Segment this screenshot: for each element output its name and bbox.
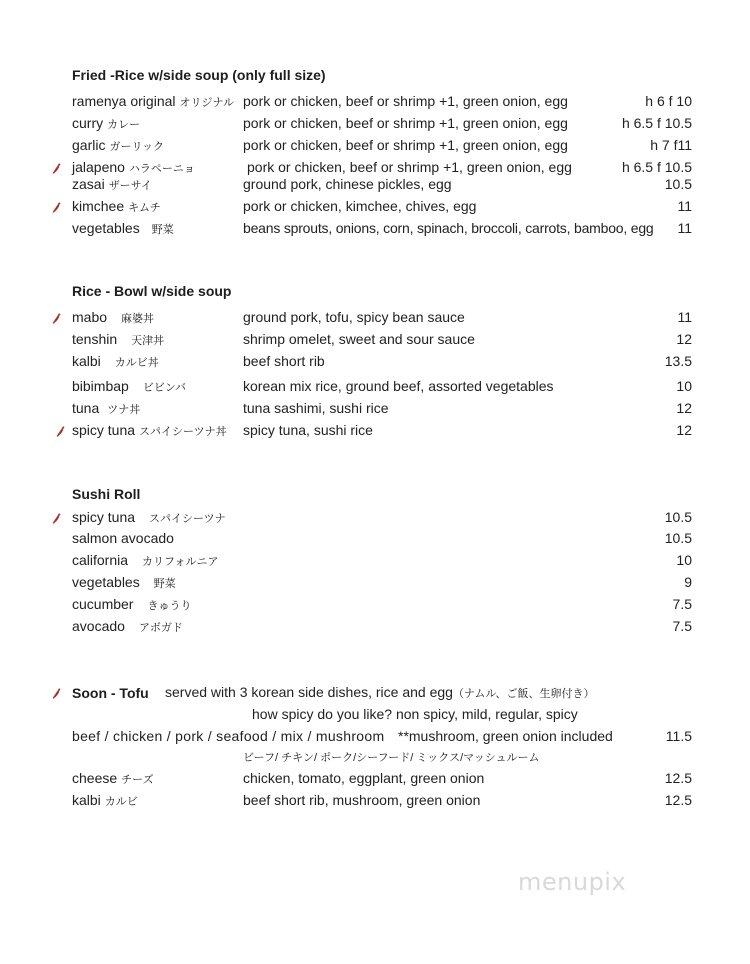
item-name-jp: ツナ丼 <box>107 404 141 416</box>
item-name-jp: カルビ丼 <box>114 357 159 369</box>
item-price: 10.5 <box>664 509 692 525</box>
menu-item <box>0 113 750 133</box>
menu-item <box>0 572 750 592</box>
item-description: chicken, tomato, eggplant, green onion <box>243 770 485 786</box>
menu-item <box>0 196 750 216</box>
item-description: ground pork, tofu, spicy bean sauce <box>243 309 465 325</box>
item-name: tuna <box>72 400 100 416</box>
item-name: cheese <box>72 770 118 786</box>
item-price: 7.5 <box>672 618 692 634</box>
item-name: salmon avocado <box>72 530 174 546</box>
item-price: 11.5 <box>665 728 692 744</box>
item-name: curry <box>72 115 104 131</box>
soon-tofu-served-note: served with 3 korean side dishes, rice and egg（ナムル、ご飯、生卵付き） <box>165 684 595 700</box>
menu-item <box>0 218 750 238</box>
item-price: 12 <box>676 331 692 347</box>
item-name-jp: カルビ <box>104 796 138 808</box>
menu-item <box>0 307 750 327</box>
menupix-watermark: menupix <box>518 868 627 896</box>
item-description: ground pork, chinese pickles, egg <box>243 176 452 192</box>
fried-rice-title: Fried -Rice w/side soup (only full size) <box>72 67 326 83</box>
item-price: 12 <box>676 400 692 416</box>
menu-item <box>0 351 750 371</box>
soon-tofu-title: Soon - Tofu <box>72 685 149 701</box>
item-price: 10.5 <box>664 530 692 546</box>
item-name-jp: スパイシーツナ <box>149 513 226 525</box>
menu-item <box>0 550 750 570</box>
item-price: 9 <box>684 574 692 590</box>
rice-bowl-title: Rice - Bowl w/side soup <box>72 283 232 299</box>
item-name: kalbi <box>72 353 101 369</box>
menu-item <box>0 135 750 155</box>
item-name-jp: ビビンバ <box>142 382 187 394</box>
menu-item <box>0 174 750 194</box>
menu-item <box>0 594 750 614</box>
item-name: avocado <box>72 618 125 634</box>
item-description: spicy tuna, sushi rice <box>243 422 373 438</box>
item-name-jp: 天津丼 <box>131 335 165 347</box>
item-description: pork or chicken, kimchee, chives, egg <box>243 198 477 214</box>
item-name: spicy tuna <box>72 509 136 525</box>
item-description: pork or chicken, beef or shrimp +1, green onion, egg <box>243 93 568 109</box>
item-name: bibimbap <box>72 378 129 394</box>
protein-options-jp: ビーフ/ チキン/ ポーク/シーフード/ ミックス/マッシュルーム <box>243 752 540 764</box>
item-name-jp: きゅうり <box>147 600 192 612</box>
item-price: 11 <box>677 220 692 236</box>
item-description: tuna sashimi, sushi rice <box>243 400 389 416</box>
item-name-jp: ガーリック <box>109 141 165 153</box>
item-name: tenshin <box>72 331 118 347</box>
menu-item <box>0 507 750 527</box>
item-name: beef / chicken / pork / seafood / mix / mushroom <box>72 728 385 744</box>
menu-item <box>0 398 750 418</box>
menu-item <box>0 91 750 111</box>
item-price: 10 <box>676 552 692 568</box>
item-description: beans sprouts, onions, corn, spinach, broccoli, carrots, bamboo, egg <box>243 220 654 236</box>
item-name: cucumber <box>72 596 134 612</box>
spicy-level-question: how spicy do you like? non spicy, mild, regular, spicy <box>252 706 578 722</box>
item-price: 13.5 <box>664 353 692 369</box>
item-name-jp: 麻婆丼 <box>121 313 155 325</box>
item-name-jp: 野菜 <box>151 224 174 236</box>
item-name: jalapeno <box>72 159 125 175</box>
item-description: pork or chicken, beef or shrimp +1, green onion, egg <box>247 159 572 175</box>
item-price: h 7 f11 <box>650 137 692 153</box>
item-name: garlic <box>72 137 106 153</box>
menu-item <box>0 376 750 396</box>
item-name: spicy tuna <box>72 422 136 438</box>
menu-item <box>0 616 750 636</box>
sushi-roll-title: Sushi Roll <box>72 486 141 502</box>
item-name-jp: カリフォルニア <box>142 556 219 568</box>
item-name-jp: ザーサイ <box>108 180 152 192</box>
item-price: 10 <box>676 378 692 394</box>
item-name-jp: チーズ <box>121 774 154 786</box>
item-price: 11 <box>677 309 692 325</box>
item-price: h 6 f 10 <box>645 93 692 109</box>
item-name: vegetables <box>72 574 140 590</box>
item-name: kalbi <box>72 792 101 808</box>
item-name-jp: カレー <box>107 119 141 131</box>
item-name-jp: 野菜 <box>153 578 176 590</box>
item-name-jp: キムチ <box>128 202 161 214</box>
item-name: california <box>72 552 129 568</box>
item-name: vegetables <box>72 220 140 236</box>
item-price: h 6.5 f 10.5 <box>621 159 692 175</box>
item-price: 12.5 <box>664 770 692 786</box>
item-name: zasai <box>72 176 105 192</box>
item-name-jp: スパイシーツナ丼 <box>139 426 227 438</box>
item-name: mabo <box>72 309 108 325</box>
item-name: ramenya original <box>72 93 176 109</box>
item-name-jp: オリジナル <box>179 97 234 109</box>
item-price: 12.5 <box>664 792 692 808</box>
menu-item <box>0 528 750 548</box>
item-description: **mushroom, green onion included <box>398 728 613 744</box>
served-note-jp: （ナムル、ご飯、生卵付き） <box>452 688 595 700</box>
item-name-jp: アボガド <box>138 622 183 634</box>
item-name: kimchee <box>72 198 125 214</box>
item-description: pork or chicken, beef or shrimp +1, green onion, egg <box>243 115 568 131</box>
item-name-jp: ハラペーニョ <box>128 163 195 175</box>
item-description: beef short rib <box>243 353 325 369</box>
item-price: h 6.5 f 10.5 <box>621 115 692 131</box>
menu-item <box>0 726 750 746</box>
menu-item <box>0 790 750 810</box>
item-description: beef short rib, mushroom, green onion <box>243 792 481 808</box>
item-price: 12 <box>676 422 692 438</box>
item-description: shrimp omelet, sweet and sour sauce <box>243 331 475 347</box>
item-price: 7.5 <box>672 596 692 612</box>
menu-item <box>0 768 750 788</box>
spicy-pepper-icon <box>52 688 61 699</box>
menu-item <box>0 420 750 440</box>
item-description: pork or chicken, beef or shrimp +1, green onion, egg <box>243 137 568 153</box>
item-description: korean mix rice, ground beef, assorted vegetables <box>243 378 554 394</box>
item-price: 11 <box>677 198 692 214</box>
item-price: 10.5 <box>664 176 692 192</box>
menu-item <box>0 329 750 349</box>
